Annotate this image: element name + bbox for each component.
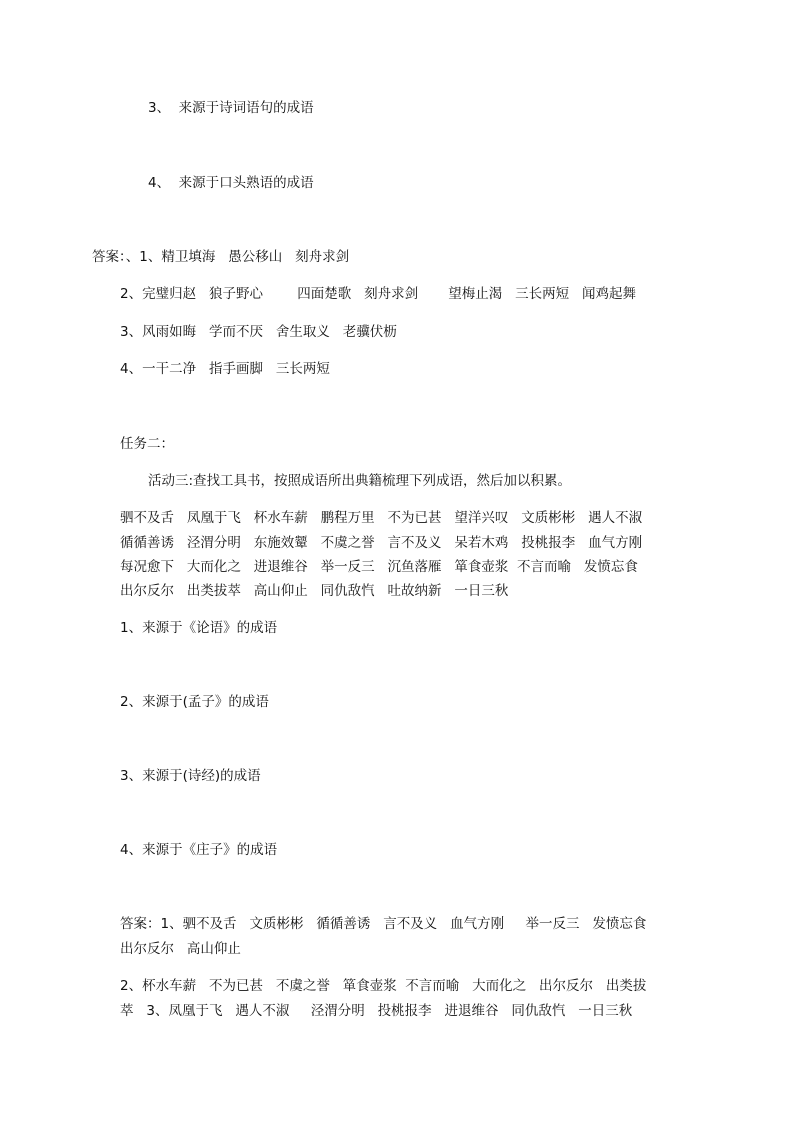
task-two-answer-line: 出尔反尔 高山仰止 xyxy=(120,941,241,957)
idiom-list-row: 驷不及舌 凤凰于飞 杯水车薪 鹏程万里 不为已甚 望洋兴叹 文质彬彬 遇人不淑 xyxy=(120,510,643,526)
item-4-heading: 4、 来源于口头熟语的成语 xyxy=(148,175,314,191)
task-two-heading: 任务二： xyxy=(120,436,174,452)
category-lunyu: 1、来源于《论语》的成语 xyxy=(120,620,278,636)
answer-line-2: 2、完璧归赵 狼子野心 四面楚歌 刻舟求剑 望梅止渴 三长两短 闻鸡起舞 xyxy=(120,286,636,302)
answer-line-3: 3、风雨如晦 学而不厌 舍生取义 老骥伏枥 xyxy=(120,324,397,340)
task-two-answer-line: 答案：1、驷不及舌 文质彬彬 循循善诱 言不及义 血气方刚 举一反三 发愤忘食 xyxy=(120,916,647,932)
idiom-list-row: 循循善诱 泾渭分明 东施效颦 不虞之誉 言不及义 呆若木鸡 投桃报李 血气方刚 xyxy=(120,535,643,551)
task-two-answer-line: 萃 3、凤凰于飞 遇人不淑 泾渭分明 投桃报李 进退维谷 同仇敌忾 一日三秋 xyxy=(120,1003,633,1019)
answer-line-4: 4、一干二净 指手画脚 三长两短 xyxy=(120,361,330,377)
idiom-list-row: 每况愈下 大而化之 进退维谷 举一反三 沉鱼落雁 箪食壶浆 不言而喻 发愤忘食 xyxy=(120,559,638,575)
category-mengzi: 2、来源于(孟子》的成语 xyxy=(120,694,269,710)
idiom-list-row: 出尔反尔 出类拔萃 高山仰止 同仇敌忾 吐故纳新 一日三秋 xyxy=(120,583,509,599)
answer-line-1: 答案：、1、精卫填海 愚公移山 刻舟求剑 xyxy=(92,249,350,265)
item-3-heading: 3、 来源于诗词语句的成语 xyxy=(148,100,314,116)
category-zhuangzi: 4、来源于《庄子》的成语 xyxy=(120,842,278,858)
activity-three-instruction: 活动三:查找工具书，按照成语所出典籍梳理下列成语，然后加以积累。 xyxy=(148,473,572,489)
category-shijing: 3、来源于(诗经)的成语 xyxy=(120,768,261,784)
task-two-answer-line: 2、杯水车薪 不为已甚 不虞之誉 箪食壶浆 不言而喻 大而化之 出尔反尔 出类拔 xyxy=(120,978,647,994)
